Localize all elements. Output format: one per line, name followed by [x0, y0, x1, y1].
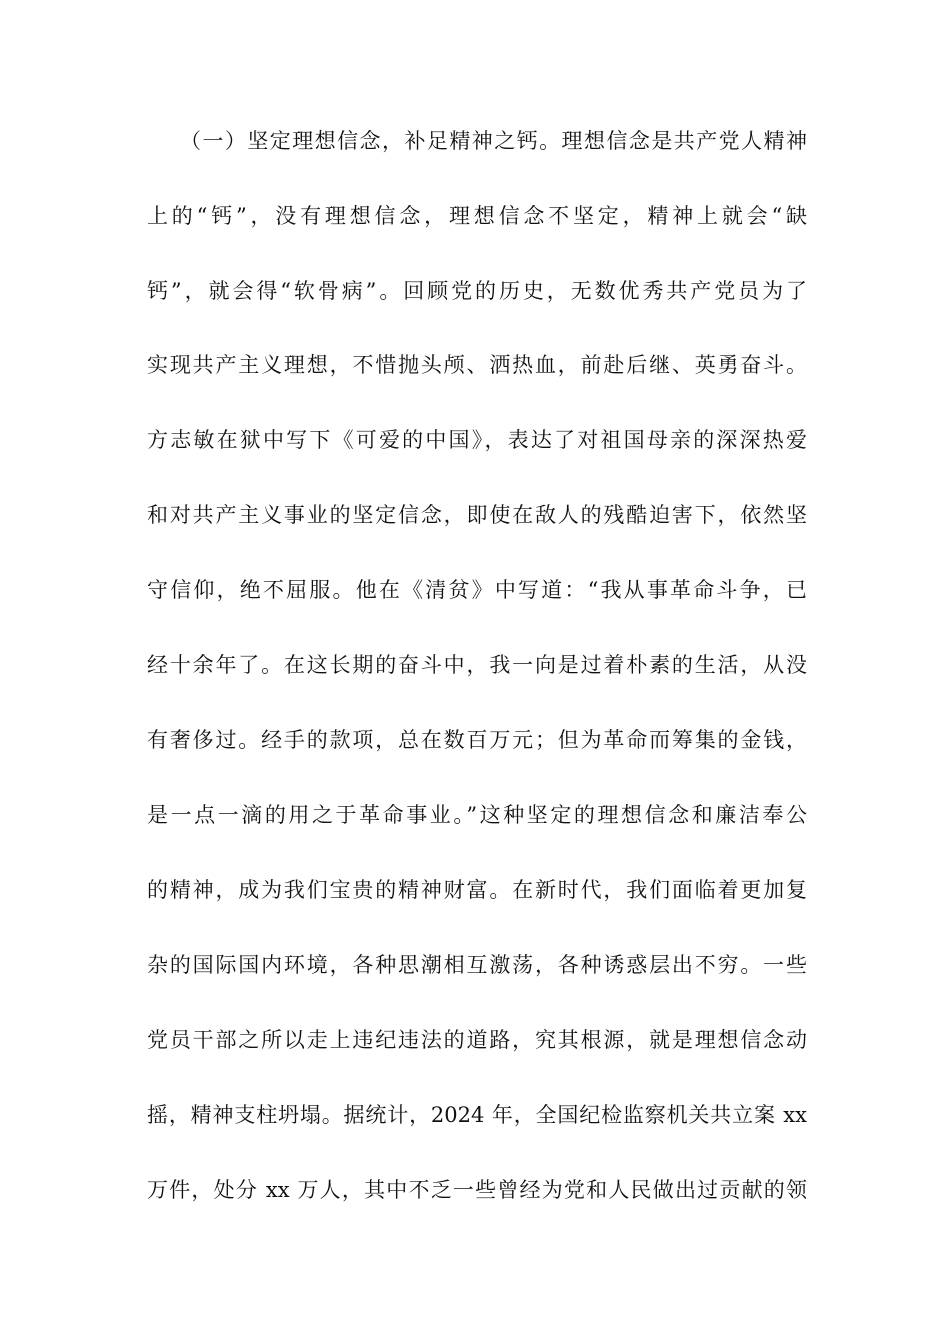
paragraph-line: 杂的国际国内环境，各种思潮相互激荡，各种诱惑层出不穷。一些 [147, 953, 807, 977]
paragraph-line: 实现共产主义理想，不惜抛头颅、洒热血，前赴后继、英勇奋斗。 [147, 353, 807, 377]
paragraph-line: 是一点一滴的用之于革命事业。”这种坚定的理想信念和廉洁奉公 [147, 803, 807, 827]
paragraph-line: 有奢侈过。经手的款项，总在数百万元；但为革命而筹集的金钱， [147, 728, 807, 752]
paragraph-line: （一）坚定理想信念，补足精神之钙。理想信念是共产党人精神 [180, 129, 807, 153]
paragraph-line: 钙”，就会得“软骨病”。回顾党的历史，无数优秀共产党员为了 [147, 279, 807, 303]
paragraph-line: 守信仰，绝不屈服。他在《清贫》中写道：“我从事革命斗争，已 [147, 578, 807, 602]
paragraph-line: 摇，精神支柱坍塌。据统计，2024 年，全国纪检监察机关共立案 xx [147, 1103, 807, 1127]
paragraph-line: 的精神，成为我们宝贵的精神财富。在新时代，我们面临着更加复 [147, 878, 807, 902]
paragraph-line: 方志敏在狱中写下《可爱的中国》，表达了对祖国母亲的深深热爱 [147, 428, 807, 452]
paragraph-line: 万件，处分 xx 万人，其中不乏一些曾经为党和人民做出过贡献的领 [147, 1178, 807, 1202]
paragraph-line: 和对共产主义事业的坚定信念，即使在敌人的残酷迫害下，依然坚 [147, 503, 807, 527]
paragraph-line: 党员干部之所以走上违纪违法的道路，究其根源，就是理想信念动 [147, 1028, 807, 1052]
paragraph-line: 上的“钙”，没有理想信念，理想信念不坚定，精神上就会“缺 [147, 204, 807, 228]
paragraph-line: 经十余年了。在这长期的奋斗中，我一向是过着朴素的生活，从没 [147, 653, 807, 677]
